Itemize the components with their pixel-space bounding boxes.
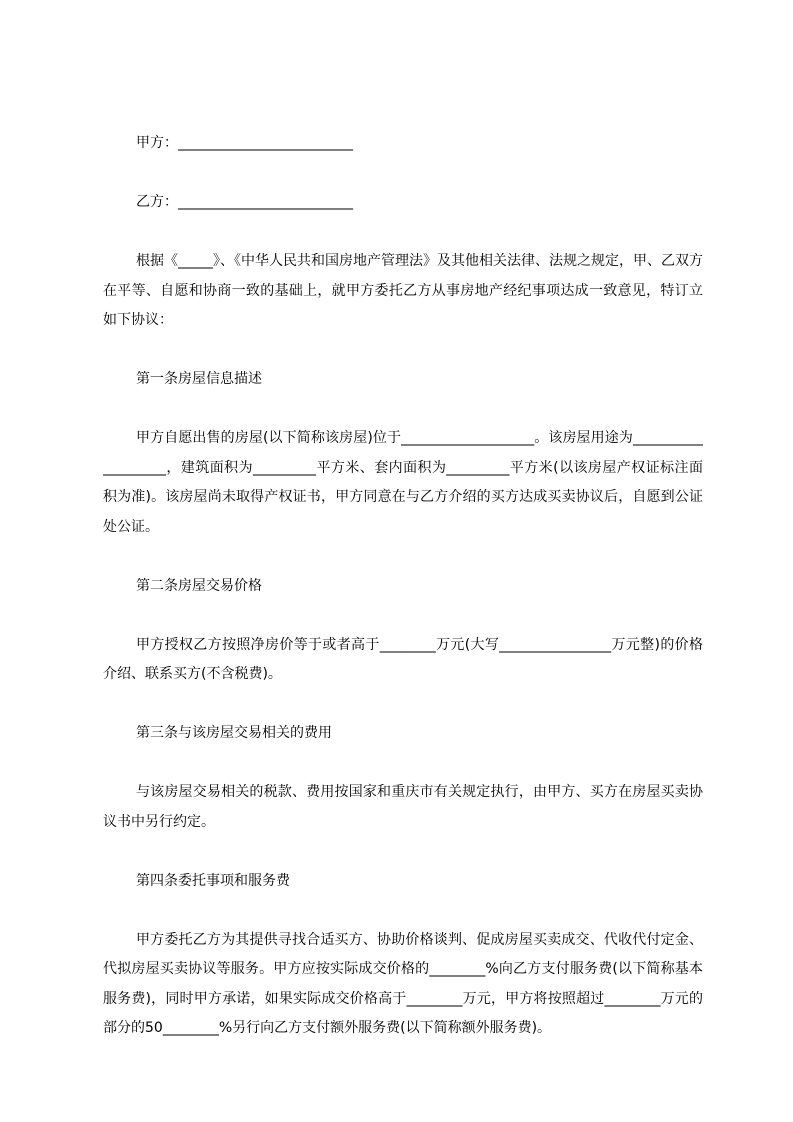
preamble-paragraph: 根据《_____》、《中华人民共和国房地产管理法》及其他相关法律、法规之规定，甲、乙双方在平等、自愿和协商一致的基础上，就甲方委托乙方从事房地产经纪事项达成一致意见，特订立如下协议： [103,253,703,328]
party-a-line: 甲方：_________________________ [136,135,353,151]
document-body [103,129,703,1044]
section-1-heading: 第一条房屋信息描述 [136,371,262,387]
section-3-body: 与该房屋交易相关的税款、费用按国家和重庆市有关规定执行，由甲方、买方在房屋买卖协议书中另行约定。 [103,784,703,830]
section-1-body: 甲方自愿出售的房屋(以下简称该房屋)位于___________________。该房屋用途为___________________，建筑面积为_________平方米、套内面积为_________平方米(以该房屋产权证标注面积为准)。该房屋尚未取得产权证书，甲方同意在与乙方介绍的买方达成买卖协议后，自愿到公证处公证。 [103,430,703,535]
section-4-body: 甲方委托乙方为其提供寻找合适买方、协助价格谈判、促成房屋买卖成交、代收代付定金、代拟房屋买卖协议等服务。甲方应按实际成交价格的________%向乙方支付服务费(以下简称基本服务费)，同时甲方承诺，如果实际成交价格高于________万元，甲方将按照超过________万元的部分的50________%另行向乙方支付额外服务费(以下简称额外服务费)。 [103,931,703,1036]
section-2-heading: 第二条房屋交易价格 [136,577,262,594]
section-2-body: 甲方授权乙方按照净房价等于或者高于________万元(大写________________万元整)的价格介绍、联系买方(不含税费)。 [103,636,703,682]
section-3-heading: 第三条与该房屋交易相关的费用 [136,725,332,741]
section-4-heading: 第四条委托事项和服务费 [136,872,290,889]
party-b-line: 乙方：_________________________ [136,194,353,210]
